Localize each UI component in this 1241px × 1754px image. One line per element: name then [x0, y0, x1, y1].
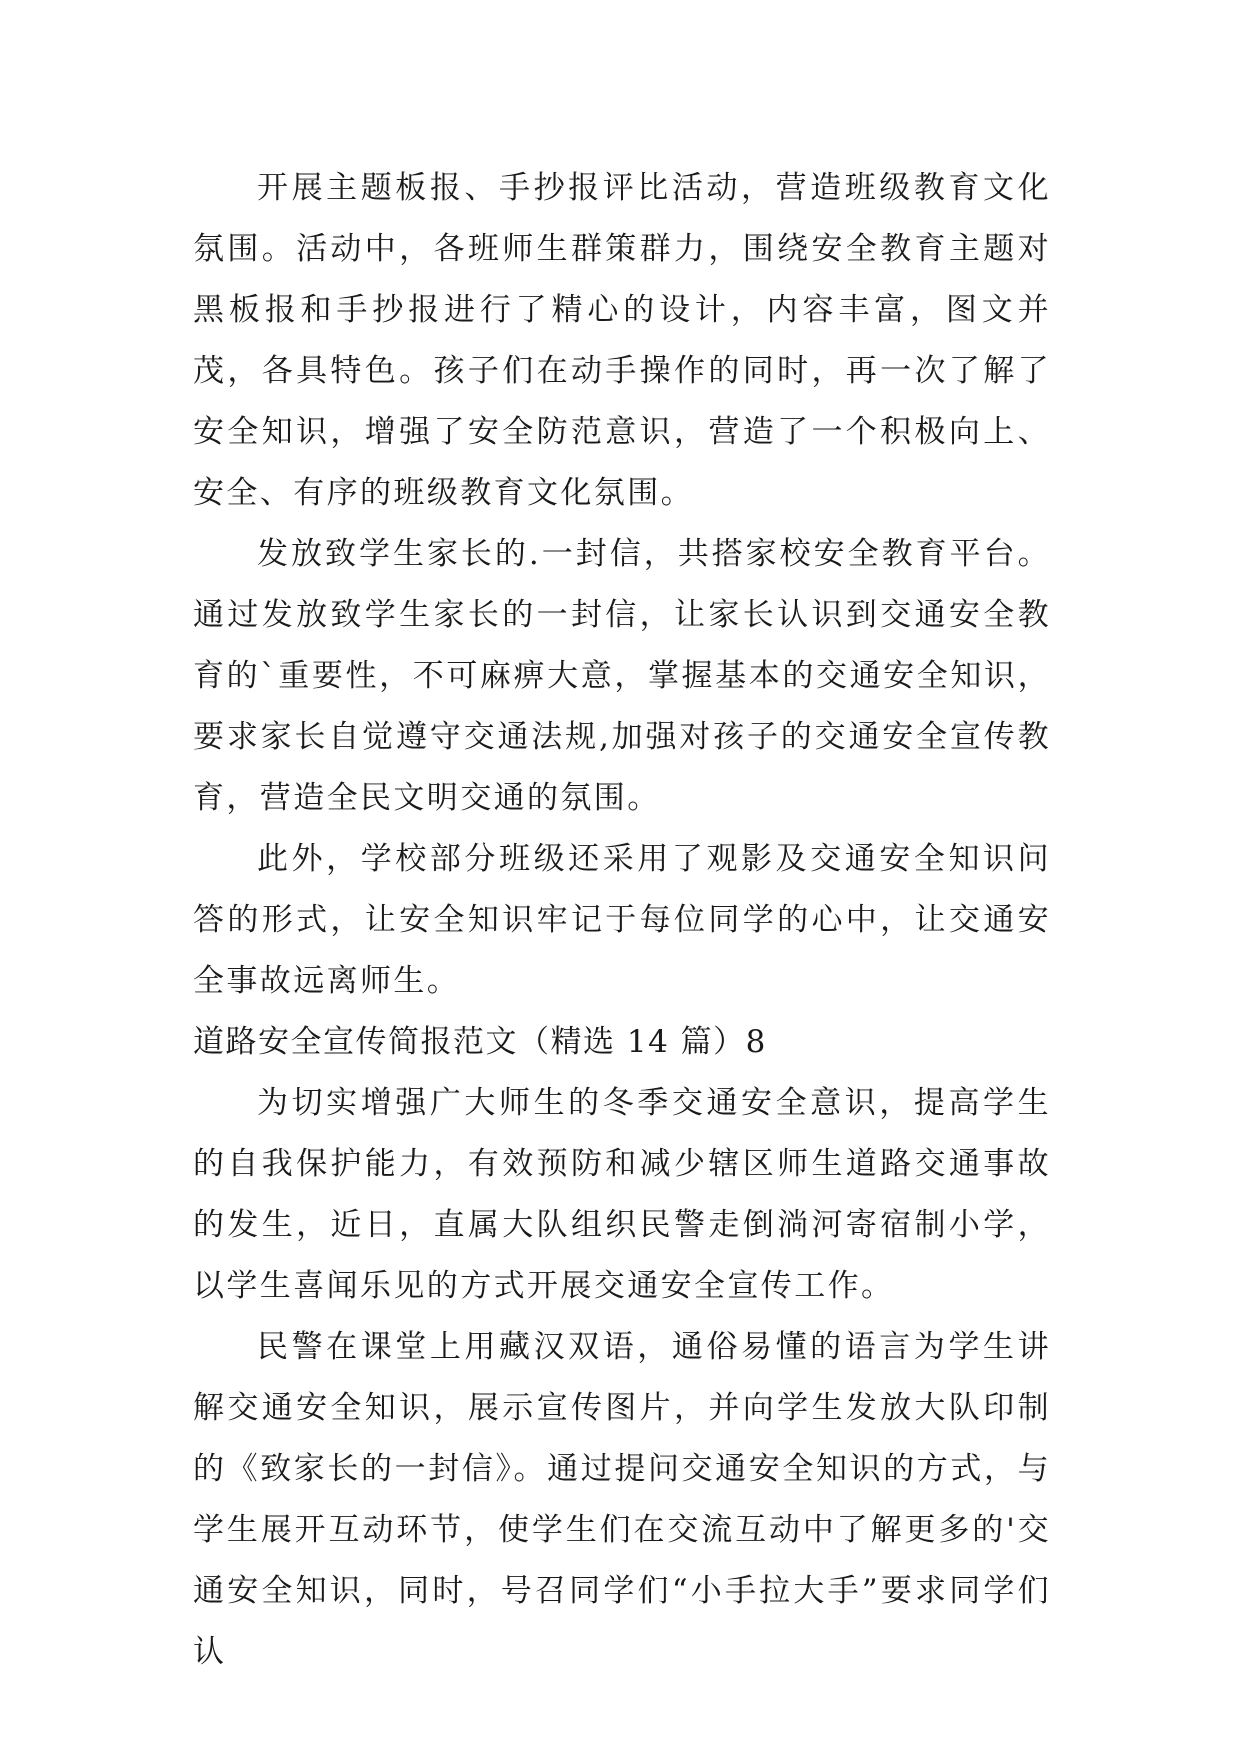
paragraph-classroom-lecture: 民警在课堂上用藏汉双语，通俗易懂的语言为学生讲解交通安全知识，展示宣传图片，并向学生发放大队印制的《致家长的一封信》。通过提问交通安全知识的方式，与学生展开互动环节，使学生们在交流互动中了解更多的'交通安全知识，同时，号召同学们“小手拉大手”要求同学们认 — [193, 1329, 1051, 1670]
section-heading: 道路安全宣传简报范文（精选 14 篇）8 — [193, 1024, 767, 1060]
paragraph-blackboard-activity: 开展主题板报、手抄报评比活动，营造班级教育文化氛围。活动中，各班师生群策群力，围绕安全教育主题对黑板报和手抄报进行了精心的设计，内容丰富，图文并茂，各具特色。孩子们在动手操作的同时，再一次了解了安全知识，增强了安全防范意识，营造了一个积极向上、安全、有序的班级教育文化氛围。 — [193, 170, 1051, 511]
paragraph-parent-letter: 发放致学生家长的.一封信，共搭家校安全教育平台。通过发放致学生家长的一封信，让家长认识到交通安全教育的`重要性，不可麻痹大意，掌握基本的交通安全知识，要求家长自觉遵守交通法规,加强对孩子的交通安全宣传教育，营造全民文明交通的氛围。 — [193, 536, 1051, 816]
paragraph-police-visit: 为切实增强广大师生的冬季交通安全意识，提高学生的自我保护能力，有效预防和减少辖区师生道路交通事故的发生，近日，直属大队组织民警走倒淌河寄宿制小学，以学生喜闻乐见的方式开展交通安全宣传工作。 — [193, 1085, 1051, 1304]
paragraph-other-activities: 此外，学校部分班级还采用了观影及交通安全知识问答的形式，让安全知识牢记于每位同学的心中，让交通安全事故远离师生。 — [193, 841, 1051, 999]
document-page — [193, 158, 1051, 1683]
